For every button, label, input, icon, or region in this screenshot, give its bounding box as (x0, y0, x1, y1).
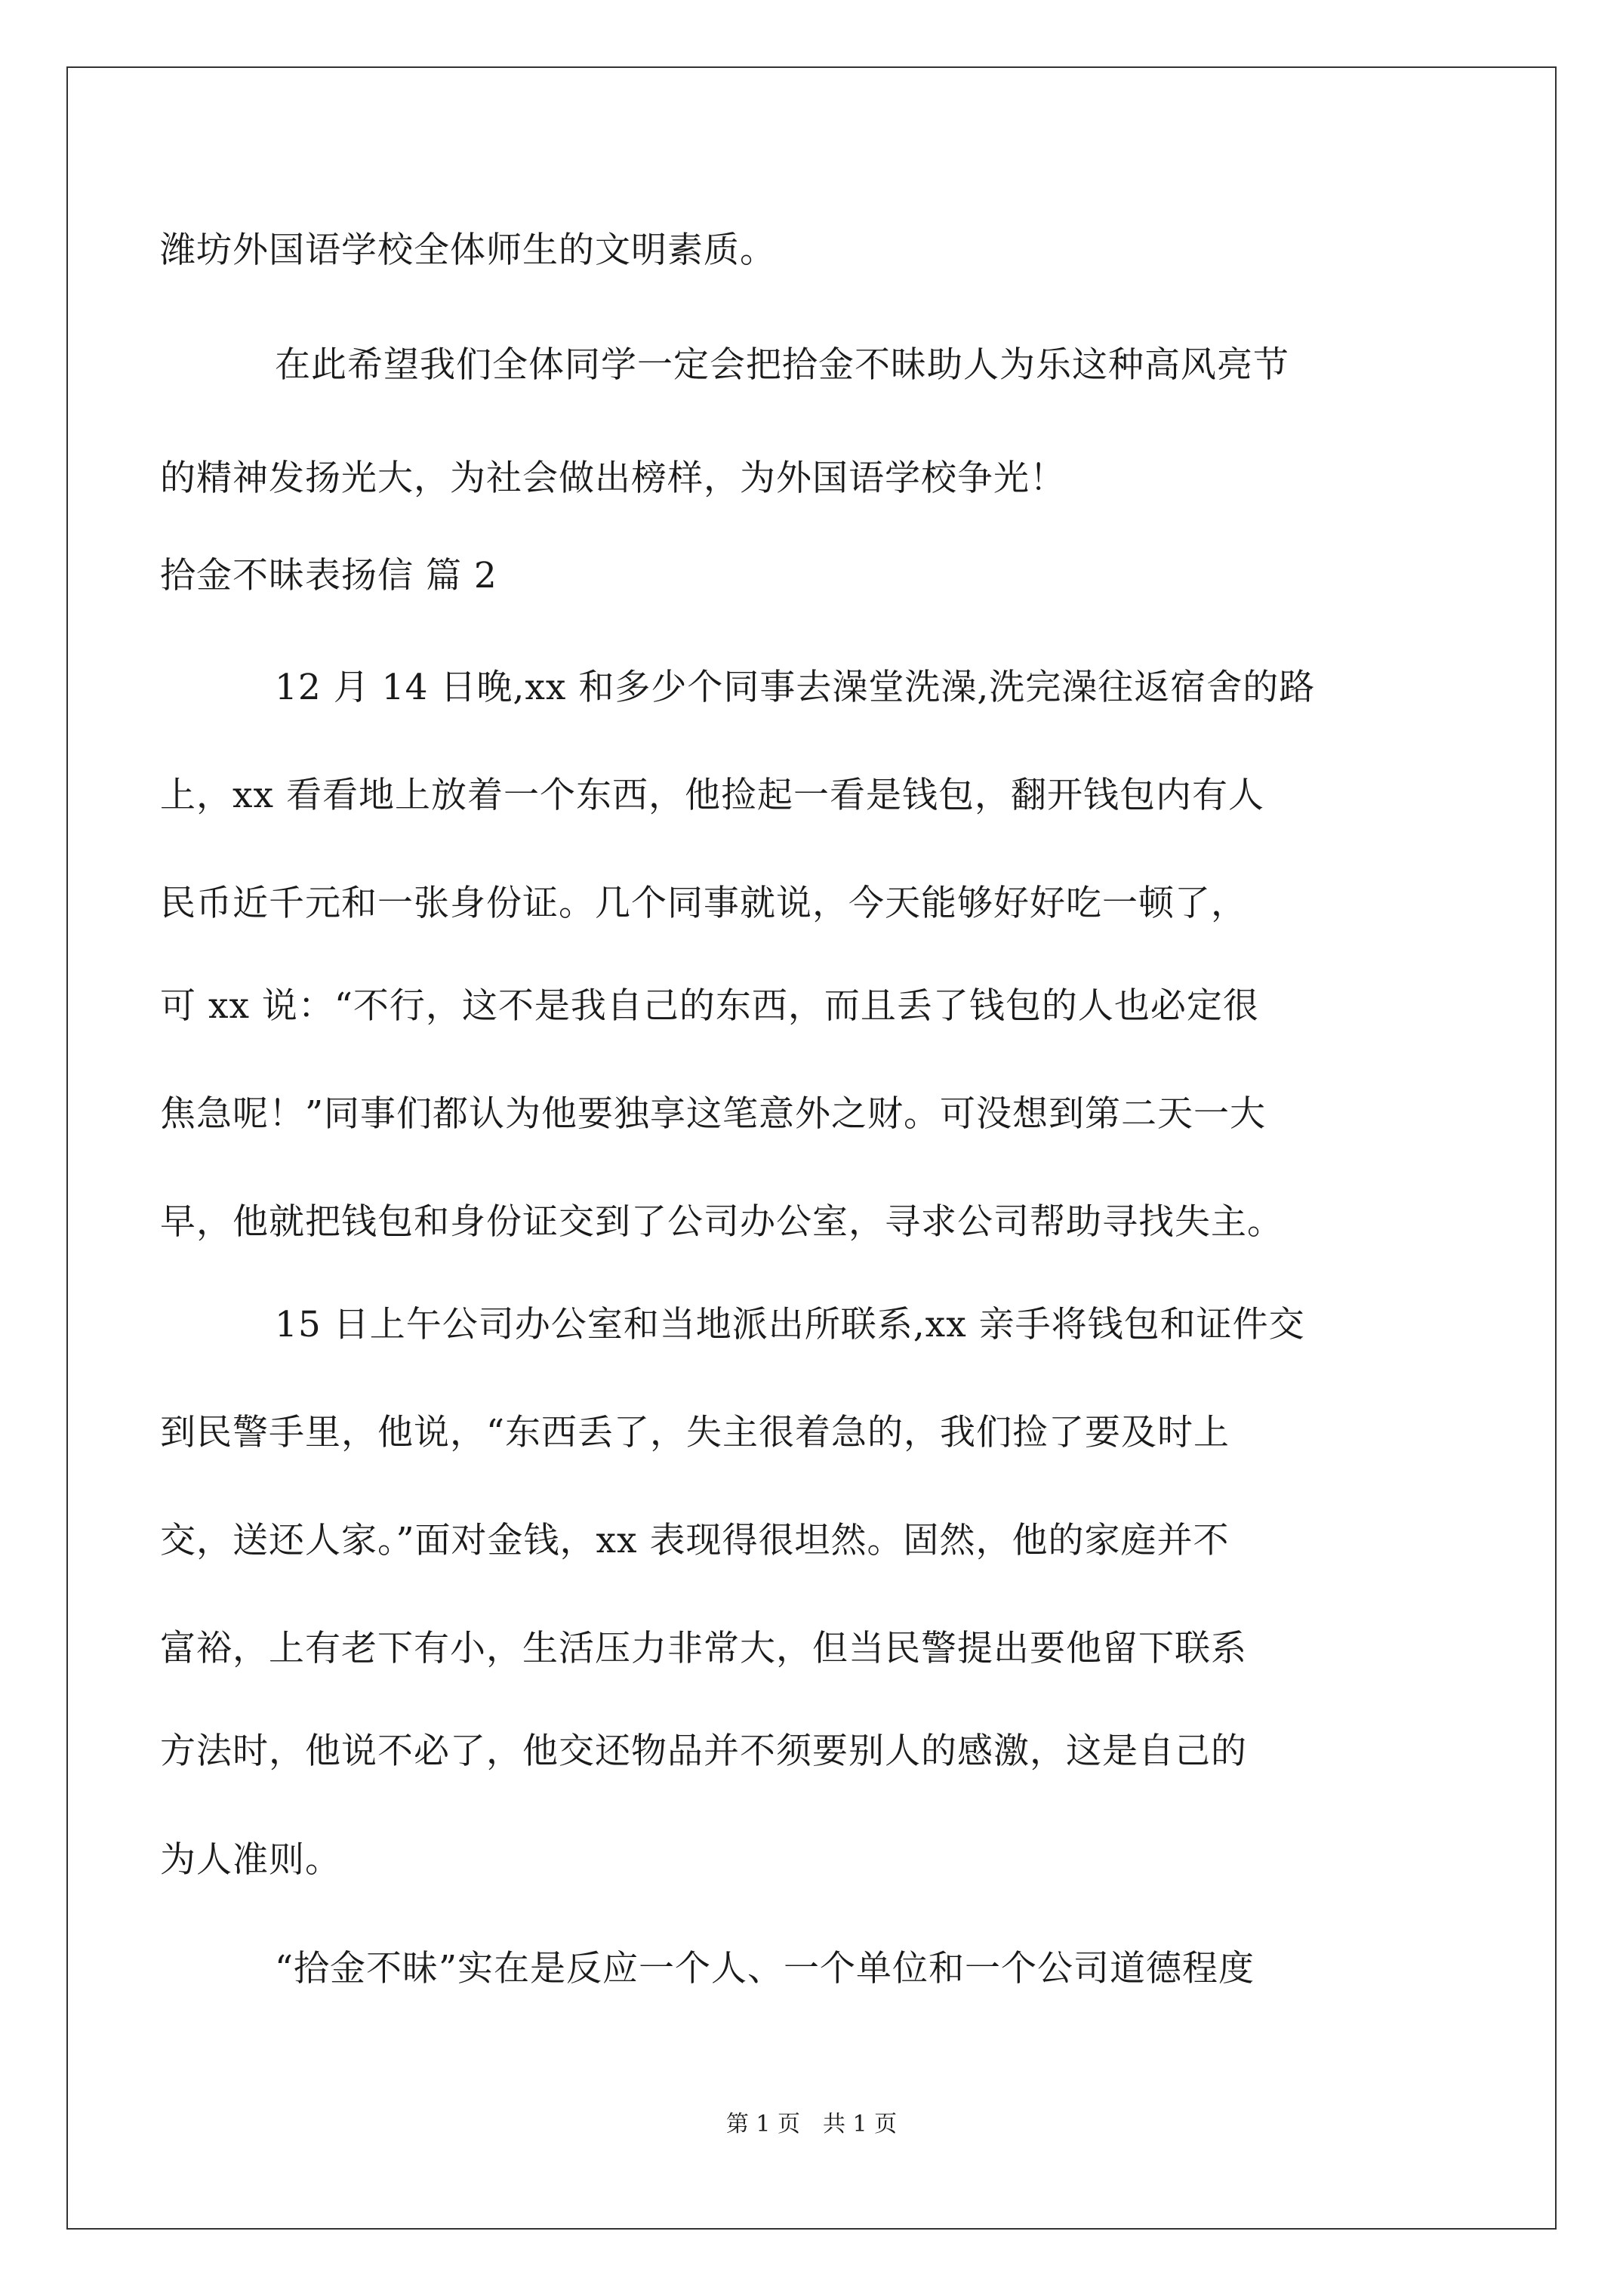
text-line: 早，他就把钱包和身份证交到了公司办公室，寻求公司帮助寻找失主。 (160, 1201, 1283, 1243)
text-line: “拾金不昧”实在是反应一个人、一个单位和一个公司道德程度 (275, 1948, 1255, 1989)
page-number: 第 1 页 共 1 页 (725, 2111, 898, 2137)
text-line: 民币近千元和一张身份证。几个同事就说，今天能够好好吃一顿了， (160, 883, 1247, 924)
text-line: 到民警手里，他说，“东西丢了，失主很着急的，我们捡了要及时上 (160, 1412, 1230, 1453)
text-line: 为人准则。 (160, 1839, 341, 1881)
section-heading: 拾金不昧表扬信 篇 2 (160, 555, 497, 596)
text-line: 15 日上午公司办公室和当地派出所联系,xx 亲手将钱包和证件交 (275, 1304, 1305, 1345)
text-line: 12 月 14 日晚,xx 和多少个同事去澡堂洗澡,洗完澡往返宿舍的路 (275, 667, 1316, 708)
page-border (66, 66, 1557, 2230)
text-line: 上，xx 看看地上放着一个东西，他捡起一看是钱包，翻开钱包内有人 (160, 775, 1264, 816)
text-line: 焦急呢！”同事们都认为他要独享这笔意外之财。可没想到第二天一大 (160, 1093, 1267, 1135)
text-line: 方法时，他说不必了，他交还物品并不须要别人的感激，这是自己的 (160, 1730, 1247, 1772)
text-line: 潍坊外国语学校全体师生的文明素质。 (160, 230, 776, 271)
text-line: 在此希望我们全体同学一定会把拾金不昧助人为乐这种高风亮节 (275, 344, 1289, 386)
text-line: 富裕，上有老下有小，生活压力非常大，但当民警提出要他留下联系 (160, 1628, 1247, 1669)
text-line: 的精神发扬光大，为社会做出榜样，为外国语学校争光！ (160, 458, 1066, 499)
text-line: 交，送还人家。”面对金钱，xx 表现得很坦然。固然，他的家庭并不 (160, 1520, 1230, 1561)
text-line: 可 xx 说：“不行，这不是我自己的东西，而且丢了钱包的人也必定很 (160, 985, 1259, 1027)
